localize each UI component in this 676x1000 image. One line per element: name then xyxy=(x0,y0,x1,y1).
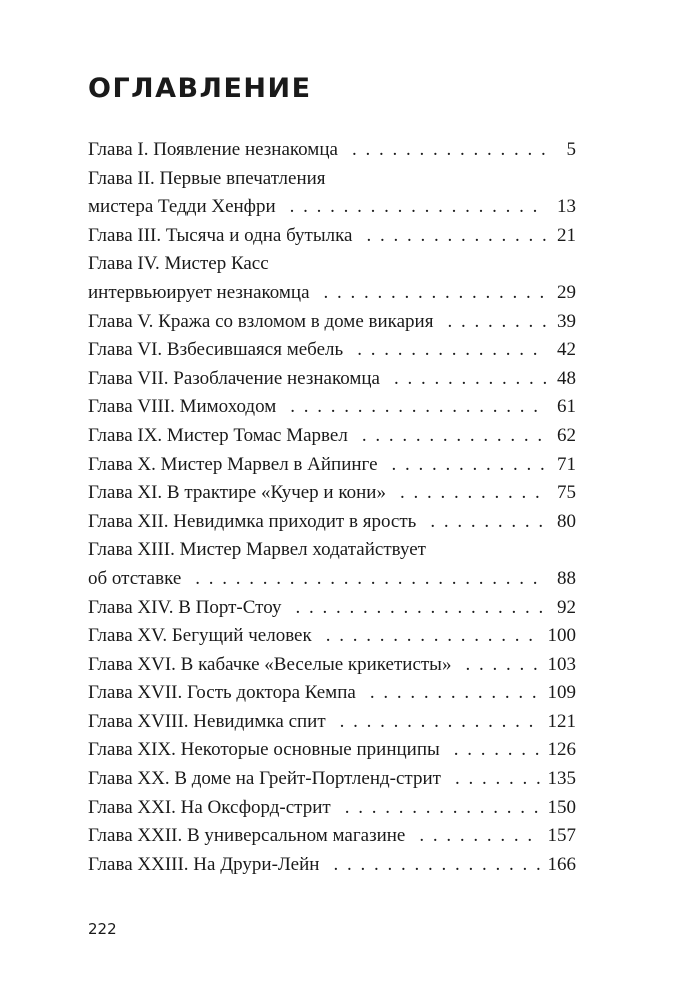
toc-entry xyxy=(88,422,576,451)
toc-entry xyxy=(88,250,576,307)
toc-entry-title: Глава IX. Мистер Томас Марвел xyxy=(88,424,348,446)
dot-leader xyxy=(352,136,546,165)
dot-leader xyxy=(345,794,540,823)
toc-line xyxy=(88,508,576,537)
toc-entry xyxy=(88,365,576,394)
dot-leader xyxy=(454,736,540,765)
toc-entry xyxy=(88,622,576,651)
toc-entry-title: интервьюирует незнакомца xyxy=(88,281,310,303)
toc-line xyxy=(88,822,576,851)
toc-entry-page: 166 xyxy=(547,853,576,875)
toc-entry xyxy=(88,822,576,851)
toc-line xyxy=(88,794,576,823)
toc-entry-title: Глава VII. Разоблачение незнакомца xyxy=(88,367,380,389)
toc-line xyxy=(88,765,576,794)
toc-line xyxy=(88,279,576,308)
toc-entry-page: 48 xyxy=(557,367,576,389)
toc-entry-title: Глава VI. Взбесившаяся мебель xyxy=(88,339,344,361)
toc-line xyxy=(88,479,576,508)
toc-entry-page: 21 xyxy=(557,224,576,246)
toc-line xyxy=(88,393,576,422)
toc-entry-title: Глава XXIII. На Друри-Лейн xyxy=(88,853,320,875)
toc-line xyxy=(88,736,576,765)
dot-leader xyxy=(290,393,546,422)
toc-entry xyxy=(88,736,576,765)
dot-leader xyxy=(324,279,546,308)
dot-leader xyxy=(326,622,540,651)
dot-leader xyxy=(195,565,546,594)
dot-leader xyxy=(394,365,546,394)
toc-line xyxy=(88,708,576,737)
toc-entry xyxy=(88,336,576,365)
toc-line xyxy=(88,422,576,451)
dot-leader xyxy=(295,594,546,623)
toc-entry xyxy=(88,508,576,537)
toc-entry xyxy=(88,594,576,623)
toc-entry xyxy=(88,765,576,794)
toc-entry xyxy=(88,708,576,737)
toc-line xyxy=(88,536,576,565)
dot-leader xyxy=(400,479,546,508)
dot-leader xyxy=(290,193,546,222)
toc-entry-page: 121 xyxy=(547,710,576,732)
toc-entry-title: Глава XVII. Гость доктора Кемпа xyxy=(88,682,356,704)
toc-entry xyxy=(88,165,576,222)
toc-entry-page: 100 xyxy=(547,625,576,647)
toc-line xyxy=(88,165,576,194)
toc-entry-title: Глава III. Тысяча и одна бутылка xyxy=(88,224,353,246)
toc-entry xyxy=(88,679,576,708)
toc-line xyxy=(88,222,576,251)
toc-entry-page: 92 xyxy=(557,596,576,618)
toc-entry-title: Глава XXI. На Оксфорд-стрит xyxy=(88,796,331,818)
toc-line xyxy=(88,451,576,480)
toc-entry-title: Глава XIII. Мистер Марвел ходатайствует xyxy=(88,539,426,561)
dot-leader xyxy=(430,508,546,537)
toc-entry-page: 135 xyxy=(547,768,576,790)
toc-entry-title: Глава II. Первые впечатления xyxy=(88,167,326,189)
toc-entry-title: Глава XII. Невидимка приходит в ярость xyxy=(88,510,417,532)
toc-entry xyxy=(88,393,576,422)
toc-entry-page: 39 xyxy=(557,310,576,332)
toc-entry-title: Глава XVI. В кабачке «Веселые крикетисты» xyxy=(88,653,452,675)
dot-leader xyxy=(362,422,546,451)
dot-leader xyxy=(340,708,540,737)
toc-entry-page: 109 xyxy=(547,682,576,704)
toc-entry-page: 126 xyxy=(547,739,576,761)
dot-leader xyxy=(392,451,546,480)
toc-entry-page: 75 xyxy=(557,482,576,504)
toc-entry-title: Глава I. Появление незнакомца xyxy=(88,139,338,160)
dot-leader xyxy=(419,822,539,851)
toc-entry-title: Глава X. Мистер Марвел в Айпинге xyxy=(88,453,378,475)
dot-leader xyxy=(447,308,546,337)
toc-entry-page: 157 xyxy=(547,825,576,847)
toc-entry-page: 61 xyxy=(557,396,576,418)
dot-leader xyxy=(366,222,546,251)
toc-entry-page: 29 xyxy=(557,281,576,303)
toc-line xyxy=(88,679,576,708)
toc-entry xyxy=(88,651,576,680)
toc-entry xyxy=(88,536,576,593)
toc-entry-title: Глава XIV. В Порт-Стоу xyxy=(88,596,282,618)
toc-line xyxy=(88,365,576,394)
dot-leader xyxy=(465,651,539,680)
toc-line xyxy=(88,594,576,623)
toc-entry xyxy=(88,451,576,480)
toc-line xyxy=(88,336,576,365)
toc-line xyxy=(88,136,576,165)
toc-entry-title: Глава XX. В доме на Грейт-Портленд-стрит xyxy=(88,768,441,790)
toc-entry-page: 71 xyxy=(557,453,576,475)
toc-entry xyxy=(88,794,576,823)
toc-entry-title: Глава XXII. В универсальном магазине xyxy=(88,825,406,847)
toc-entry-title: Глава VIII. Мимоходом xyxy=(88,396,277,418)
toc-entry-title: мистера Тедди Хенфри xyxy=(88,196,276,218)
toc-entry-title: Глава XIX. Некоторые основные принципы xyxy=(88,739,440,761)
dot-leader xyxy=(333,851,539,880)
toc-entry-title: Глава XI. В трактире «Кучер и кони» xyxy=(88,482,386,504)
toc-line xyxy=(88,250,576,279)
table-of-contents xyxy=(88,136,576,879)
toc-entry-title: Глава XV. Бегущий человек xyxy=(88,625,312,647)
dot-leader xyxy=(370,679,540,708)
toc-entry-page: 42 xyxy=(557,339,576,361)
toc-entry-page: 13 xyxy=(557,196,576,218)
toc-line xyxy=(88,651,576,680)
toc-entry-page: 103 xyxy=(547,653,576,675)
toc-line xyxy=(88,622,576,651)
toc-line xyxy=(88,193,576,222)
toc-entry-page: 5 xyxy=(566,139,576,160)
toc-entry-page: 62 xyxy=(557,424,576,446)
toc-entry-title: Глава IV. Мистер Касс xyxy=(88,253,269,275)
toc-line xyxy=(88,308,576,337)
toc-entry-page: 80 xyxy=(557,510,576,532)
toc-line xyxy=(88,851,576,880)
toc-entry-title: об отставке xyxy=(88,567,182,589)
page-title: ОГЛАВЛЕНИЕ xyxy=(88,73,312,104)
toc-entry-title: Глава V. Кража со взломом в доме викария xyxy=(88,310,434,332)
toc-entry xyxy=(88,308,576,337)
page-number: 222 xyxy=(88,920,117,938)
dot-leader xyxy=(455,765,540,794)
toc-entry-page: 88 xyxy=(557,567,576,589)
dot-leader xyxy=(357,336,546,365)
toc-entry xyxy=(88,479,576,508)
toc-entry xyxy=(88,851,576,880)
toc-line xyxy=(88,565,576,594)
toc-entry xyxy=(88,136,576,165)
toc-entry-title: Глава XVIII. Невидимка спит xyxy=(88,710,326,732)
toc-entry-page: 150 xyxy=(547,796,576,818)
toc-entry xyxy=(88,222,576,251)
